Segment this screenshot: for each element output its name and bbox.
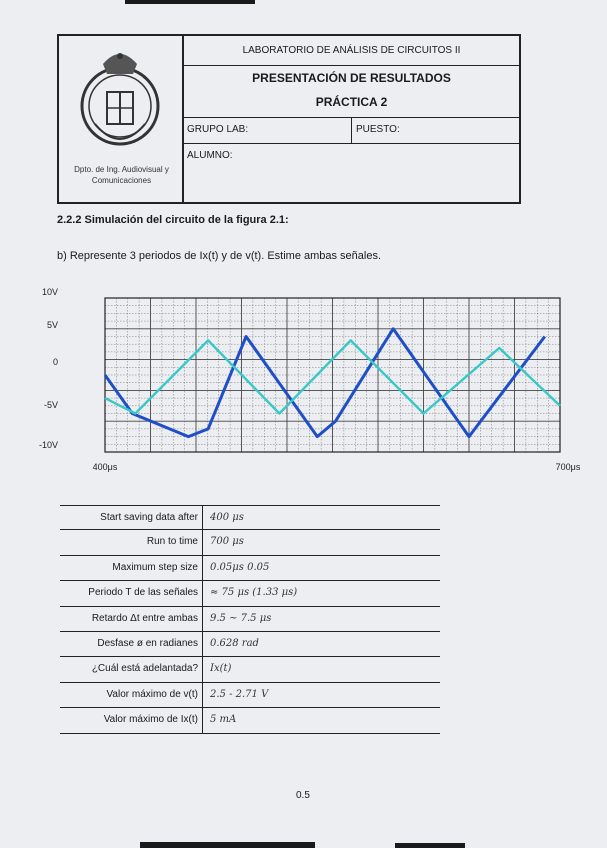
row-label: Maximum step size [112,561,198,573]
row-value: ≈ 75 μs (1.33 μs) [210,587,298,599]
column-divider [202,607,203,631]
header-box [57,34,521,204]
group-label: GRUPO LAB: [187,124,249,135]
scan-edge-bottom [140,842,315,848]
row-value: 700 μs [210,536,244,548]
page-number: 0.5 [296,790,310,801]
x-tick-label: 400μs [92,462,118,472]
row-label: Periodo T de las señales [88,587,198,599]
row-label: Retardo Δt entre ambas [91,612,198,624]
table-row [60,657,440,682]
row-value: 400 μs [210,512,244,523]
table-row [60,530,440,555]
column-divider [202,581,203,605]
row-label: Desfase ø en radianes [97,637,198,649]
table-row [60,505,440,530]
y-tick-label: 5V [46,320,58,330]
table-row [60,556,440,581]
student-label: ALUMNO: [187,150,233,161]
y-tick-label: -5V [43,400,58,410]
row-value: 9.5 ~ 7.5 μs [210,612,272,624]
x-tick-label: 700μs [555,462,581,472]
row-label: Run to time [146,536,198,548]
scan-edge-top [125,0,255,4]
student-row [184,144,519,170]
row-value: 5 mA [210,714,237,726]
table-row [60,708,440,733]
divider [351,118,352,144]
logo-cell [59,36,184,202]
column-divider [202,530,203,554]
row-value: 2.5 - 2.71 V [210,688,269,700]
column-divider [202,556,203,580]
column-divider [202,632,203,656]
column-divider [202,683,203,707]
lab-name: LABORATORIO DE ANÁLISIS DE CIRCUITOS II [184,36,519,66]
table-row [60,581,440,606]
section-item-b: b) Represente 3 periodos de Ix(t) y de v(t). Estime ambas señales. [57,250,382,262]
column-divider [202,506,203,529]
table-row [60,632,440,657]
university-seal-logo [75,44,165,154]
results-title: PRESENTACIÓN DE RESULTADOS [252,71,451,85]
row-value: 0.628 rad [210,637,259,649]
results-table [60,505,440,734]
table-row [60,683,440,708]
group-row [184,118,519,144]
table-row [60,607,440,632]
row-label: Valor máximo de Ix(t) [103,714,198,726]
oscilloscope-chart [30,280,581,475]
post-label: PUESTO: [356,124,400,135]
y-tick-label: 10V [41,287,58,297]
y-tick-label: 0 [52,357,58,367]
column-divider [202,708,203,732]
row-value: Ix(t) [210,663,232,675]
column-divider [202,657,203,681]
section-title: 2.2.2 Simulación del circuito de la figura 2.1: [57,214,289,226]
row-label: Start saving data after [100,512,198,523]
row-label: ¿Cuál está adelantada? [91,663,198,675]
department-name: Dpto. de Ing. Audiovisual y Comunicaciones [74,165,169,185]
row-label: Valor máximo de v(t) [106,688,198,700]
y-tick-label: -10V [38,440,58,450]
row-value: 0.05μs 0.05 [210,561,270,573]
title-block [184,66,519,118]
practice-title: PRÁCTICA 2 [315,95,388,109]
scan-edge-bottom-2 [395,843,465,848]
